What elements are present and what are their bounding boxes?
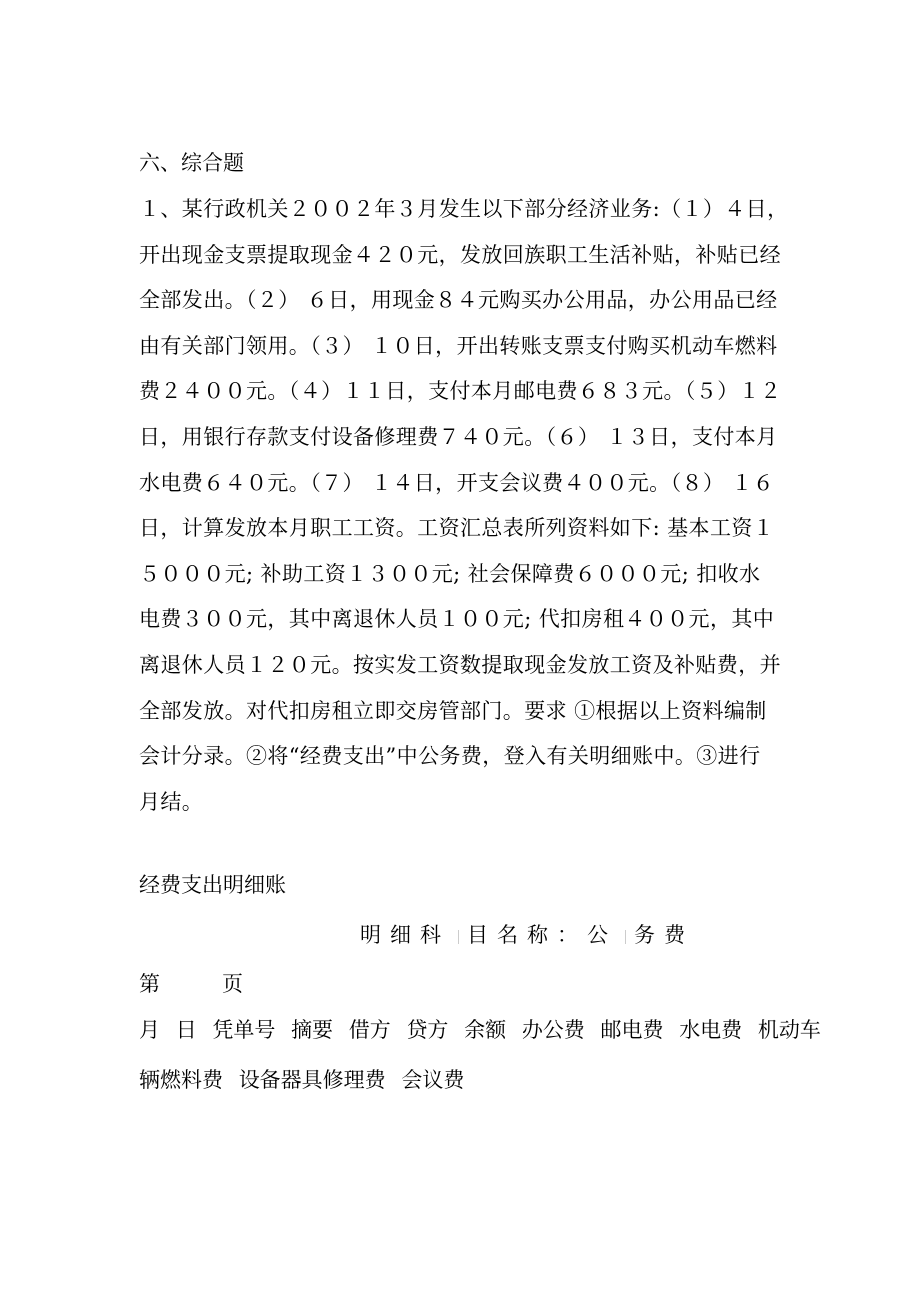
- column-header: 邮电费: [600, 1018, 664, 1042]
- question-line: ５０００元; 补助工资１３００元; 社会保障费６０００元; 扣收水: [139, 561, 761, 586]
- question-line: 日，计算发放本月职工工资。工资汇总表所列资料如下: 基本工资１: [139, 516, 775, 541]
- question-paragraph: [139, 187, 789, 825]
- column-header: 余额: [464, 1018, 507, 1042]
- page-label-suffix: 页: [222, 972, 243, 996]
- question-line: 离退休人员１２０元。按实发工资数提取现金发放工资及补贴费，并: [139, 652, 781, 677]
- column-header: 会议费: [401, 1068, 465, 1092]
- question-line: 水电费６４０元。（７） １４日，开支会议费４００元。（８） １６: [139, 470, 775, 495]
- question-line: 费２４００元。（４）１１日，支付本月邮电费６８３元。（５）１２: [139, 379, 782, 404]
- subject-text-part: 务费: [634, 923, 694, 947]
- column-header: 月: [139, 1018, 160, 1042]
- section-title: 六、综合题: [139, 151, 244, 175]
- subject-text-part: 目名称：公: [467, 923, 617, 947]
- column-header: 办公费: [521, 1018, 585, 1042]
- question-line: １、某行政机关２００２年３月发生以下部分经济业务:（１）４日，: [139, 197, 789, 221]
- question-line: 电费３００元，其中离退休人员１００元; 代扣房租４００元，其中: [139, 607, 775, 632]
- ledger-column-headers: [139, 1013, 821, 1047]
- question-line: 由有关部门领用。（３） １０日，开出转账支票支付购买机动车燃料: [139, 333, 778, 358]
- column-header: 借方: [348, 1018, 391, 1042]
- ledger-column-headers-continued: [139, 1063, 464, 1097]
- subject-text-part: 明细科: [360, 923, 450, 947]
- column-header: 设备器具修理费: [238, 1068, 386, 1092]
- column-divider: [458, 930, 459, 944]
- page-label-prefix: 第: [139, 972, 160, 996]
- column-divider: [625, 930, 626, 944]
- column-header: 凭单号: [212, 1018, 276, 1042]
- column-header: 辆燃料费: [139, 1068, 223, 1092]
- page-number-row: [139, 967, 243, 1001]
- question-line: 日，用银行存款支付设备修理费７４０元。（６） １３日，支付本月: [139, 424, 778, 449]
- ledger-subject-line: [360, 918, 694, 952]
- column-header: 日: [175, 1018, 197, 1042]
- column-header: 水电费: [679, 1018, 743, 1042]
- column-header: 机动车: [757, 1018, 821, 1042]
- column-header: 贷方: [406, 1018, 449, 1042]
- question-line: 月结。: [139, 789, 204, 814]
- question-line: 全部发出。（２） ６日，用现金８４元购买办公用品，办公用品已经: [139, 288, 778, 313]
- question-line: 会计分录。②将“经费支出”中公务费，登入有关明细账中。③进行: [139, 744, 761, 769]
- question-line: 开出现金支票提取现金４２０元，发放回族职工生活补贴，补贴已经: [139, 242, 781, 267]
- ledger-title: 经费支出明细账: [139, 873, 286, 897]
- question-line: 全部发放。对代扣房租立即交房管部门。要求 ①根据以上资料编制: [139, 698, 767, 723]
- column-header: 摘要: [291, 1018, 334, 1042]
